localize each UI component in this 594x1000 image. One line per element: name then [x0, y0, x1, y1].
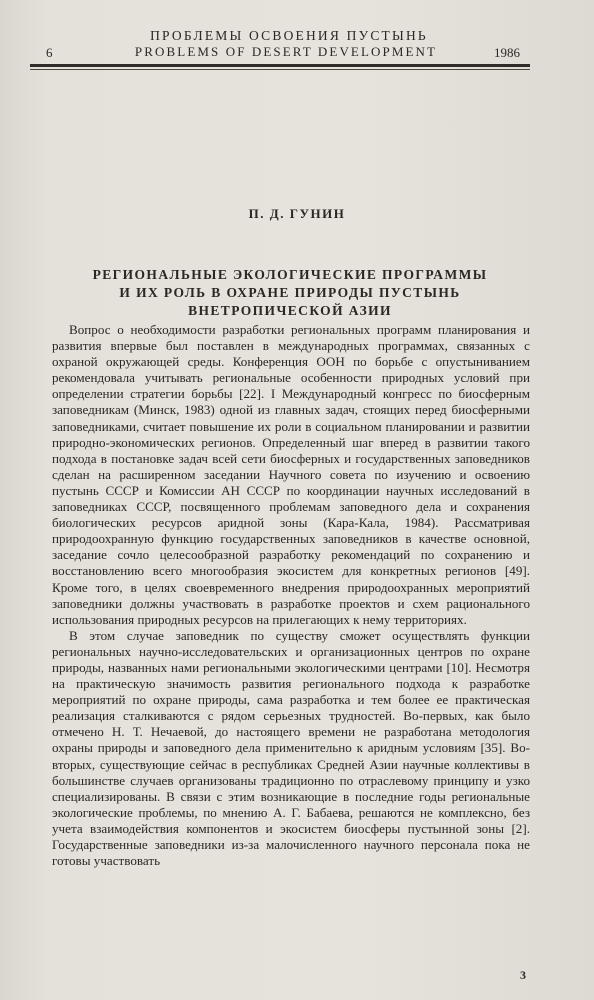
article-title-line: И ИХ РОЛЬ В ОХРАНЕ ПРИРОДЫ ПУСТЫНЬ [119, 285, 461, 300]
body-paragraph: В этом случае заповедник по существу сможет осуществлять функции региональных научно-исследовательских и организационных центров по охране природы, названных нами региональными экологическими центрами [10]. Несмотря на практическую значимость развития регионального подхода к разработке мероприятий по охране природы, сама разработка и тем более ее практическая реализация сталкиваются с рядом серьезных трудностей. Во-первых, как было отмечено Н. Т. Нечаевой, до настоящего времени не разработана методология охраны природы и заповедного дела применительно к аридным условиям [35]. Во-вторых, существующие сейчас в республиках Средней Азии научные коллективы в большинстве случаев организованы традиционно по отраслевому принципу и узко специализированы. В связи с этим возникающие в последние годы региональные экологические проблемы, по мнению А. Г. Бабаева, решаются не комплексно, без учета взаимодействия компонентов и экосистем биосферы пустынной зоны [2]. Государственные заповедники из-за малочисленного научного персонала пока не готовы участвовать [52, 627, 530, 869]
article-title-line: РЕГИОНАЛЬНЫЕ ЭКОЛОГИЧЕСКИЕ ПРОГРАММЫ [92, 267, 488, 282]
header-rule-thin [30, 69, 530, 70]
journal-title-english: PROBLEMS OF DESERT DEVELOPMENT [134, 44, 438, 59]
article-title-line: ВНЕТРОПИЧЕСКОЙ АЗИИ [188, 303, 392, 318]
body-paragraph: Вопрос о необходимости разработки региональных программ планирования и развития впервые был поставлен в международных программах, связанных с охраной окружающей среды. Конференция ООН по борьбе с опустыниванием рекомендовала учитывать региональные особенности природных условий при определении стратегии борьбы [22]. I Международный конгресс по биосферным заповедникам (Минск, 1983) одной из главных задач, стоящих перед биосферными заповедниками, считает повышение их роли в социальном планировании и развитии природно-экономических регионов. Определенный шаг вперед в развитии такого подхода в постановке задач всей сети биосферных и государственных заповедников сделан на расширенном заседании Научного совета по изучению и освоению пустынь СССР и Комиссии АН СССР по координации научных исследований в заповедниках СССР, посвященного проблемам заповедного дела и сохранения биологических ресурсов аридной зоны (Кара-Кала, 1984). Рассматривая природоохранную функцию государственных заповедников в качестве основной, заседание сочло целесообразной разработку рекомендаций по сохранению и восстановлению всего многообразия экосистем для конкретных регионов [49]. Кроме того, в целях своевременного внедрения природоохранных мероприятий заповедники должны участвовать в разработке проектов и схем рационального использования природных ресурсов на прилегающих к нему территориях. [52, 322, 530, 627]
footer-page-number: 3 [520, 968, 526, 982]
journal-title-russian: ПРОБЛЕМЫ ОСВОЕНИЯ ПУСТЫНЬ [150, 28, 428, 43]
header-year: 1986 [494, 45, 520, 60]
article-author: П. Д. ГУНИН [248, 206, 346, 221]
article-body [52, 322, 530, 869]
article-title [50, 266, 530, 320]
header-rule [30, 64, 530, 67]
header-page-number: 6 [46, 45, 53, 60]
